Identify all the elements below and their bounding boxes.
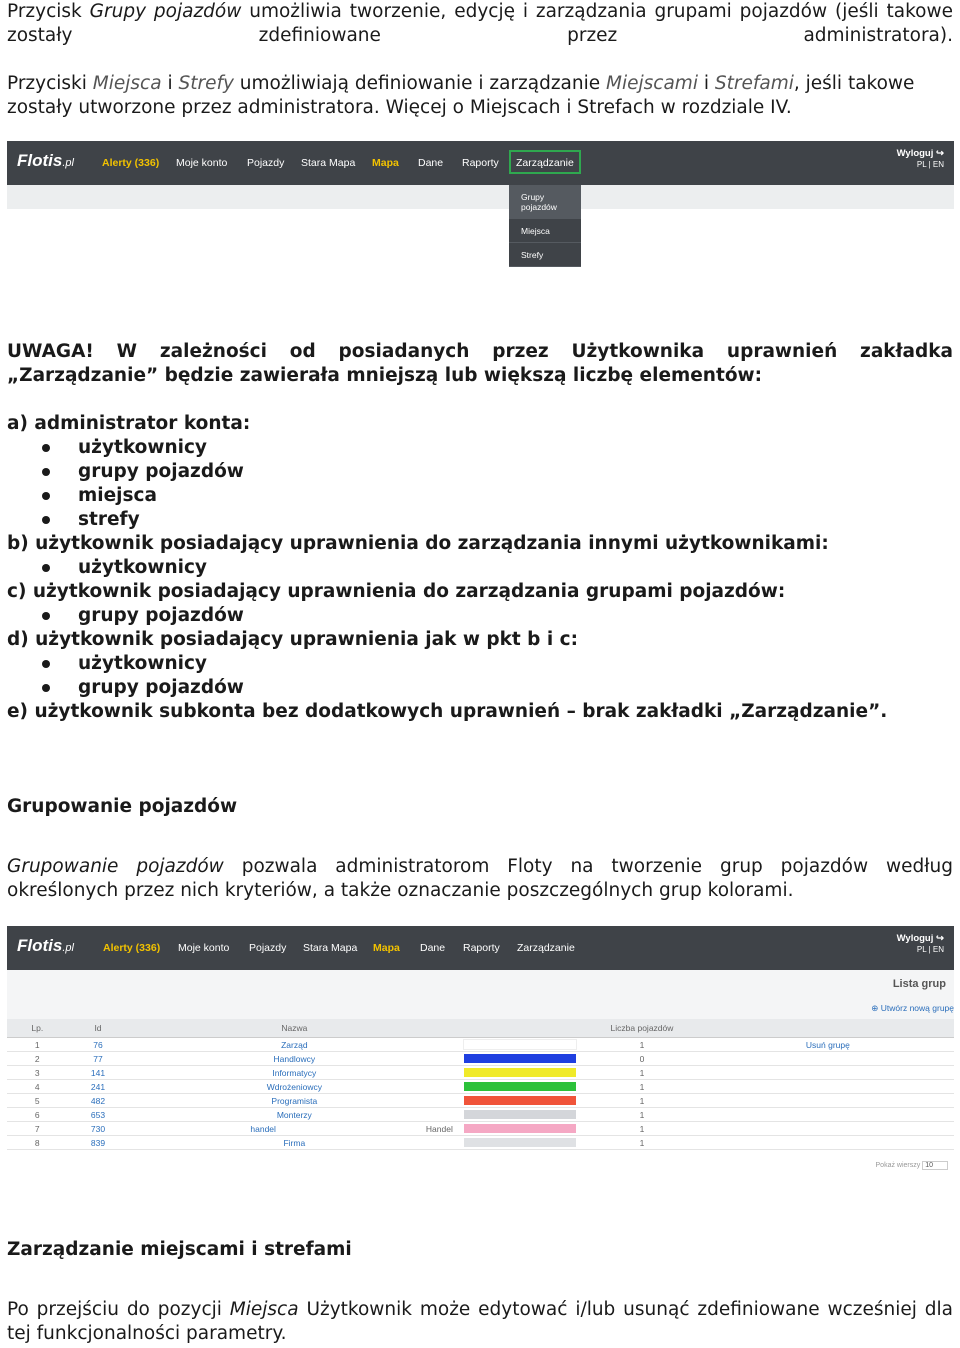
column-header: Id: [68, 1019, 129, 1038]
row-lp: 5: [7, 1094, 68, 1108]
list-c-heading: c) użytkownik posiadający uprawnienia do zarządzania grupami pojazdów:: [7, 581, 786, 602]
nav-old-map[interactable]: Stara Mapa: [303, 942, 358, 954]
menu-screenshot: [7, 141, 954, 291]
row-lp: 8: [7, 1136, 68, 1150]
groups-table: [7, 1019, 954, 1150]
row-name: Wdrożeniowcy: [128, 1080, 460, 1094]
row-name-extra: Handel: [425, 1123, 453, 1134]
color-swatch: [464, 1082, 576, 1091]
bullet: [42, 492, 50, 500]
list-title: Lista grup: [892, 978, 946, 990]
groups-screenshot: [7, 926, 954, 1176]
row-count: 1: [582, 1136, 702, 1150]
column-header: Liczba pojazdów: [582, 1019, 702, 1038]
navbar: [7, 141, 954, 185]
row-id: 839: [68, 1136, 129, 1150]
grouping-text: Grupowanie pojazdów pozwala administratorom Floty na tworzenie grup pojazdów według określonych przez nich kryteriów, a także oznaczanie poszczególnych grup kolorami.: [7, 856, 954, 901]
nav-reports[interactable]: Raporty: [462, 157, 499, 169]
table-row[interactable]: [7, 1038, 954, 1052]
intro-text: umożliwia tworzenie, edycję i zarządzania grupami pojazdów (jeśli takowe zostały zdefiniowane przez administratora).: [7, 1, 954, 46]
list-item: strefy: [78, 509, 140, 530]
list-item: grupy pojazdów: [78, 677, 244, 698]
nav-reports[interactable]: Raporty: [463, 942, 500, 954]
management-dropdown: [509, 185, 581, 267]
row-name: Handlowcy: [128, 1052, 460, 1066]
row-lp: 7: [7, 1122, 68, 1136]
nav-map[interactable]: Mapa: [372, 157, 399, 169]
row-count: 1: [582, 1122, 702, 1136]
intro-line-1: Przycisk Grupy pojazdów umożliwia tworzenie, edycję i zarządzania grupami pojazdów (jeśli takowe zostały zdefiniowane przez administratora).: [7, 1, 954, 46]
row-id: 76: [68, 1038, 129, 1052]
row-count: 1: [582, 1066, 702, 1080]
color-swatch: [464, 1068, 576, 1077]
bullet: [42, 660, 50, 668]
table-row[interactable]: [7, 1066, 954, 1080]
row-count: 1: [582, 1038, 702, 1052]
row-id: 241: [68, 1080, 129, 1094]
nav-old-map[interactable]: Stara Mapa: [301, 157, 356, 169]
row-id: 482: [68, 1094, 129, 1108]
bullet: [42, 516, 50, 524]
list-item: użytkownicy: [78, 437, 207, 458]
bullet: [42, 564, 50, 572]
language-switch: PL | EN: [916, 945, 944, 954]
row-lp: 3: [7, 1066, 68, 1080]
nav-vehicles[interactable]: Pojazdy: [249, 942, 287, 954]
color-swatch: [464, 1040, 576, 1049]
list-item: grupy pojazdów: [78, 605, 244, 626]
nav-data[interactable]: Dane: [420, 942, 446, 954]
list-item: użytkownicy: [78, 557, 207, 578]
nav-map[interactable]: Mapa: [373, 942, 400, 954]
warning-line-2: „Zarządzanie” będzie zawierała mniejszą lub większą liczbę elementów:: [7, 365, 763, 386]
bullet: [42, 444, 50, 452]
color-column: [564, 1019, 684, 1147]
places-text: Po przejściu do pozycji Miejsca Użytkownik może edytować i/lub usunąć zdefiniowane wcześniej dla tej funkcjonalności parametry.: [7, 1299, 953, 1344]
row-id: 730: [68, 1122, 129, 1136]
color-swatch: [464, 1110, 576, 1119]
pagination: Pokaż wierszy 10: [876, 1162, 948, 1169]
row-id: 141: [68, 1066, 129, 1080]
color-swatch: [464, 1138, 576, 1147]
row-name-label: handel: [250, 1123, 276, 1134]
list-item: użytkownicy: [78, 653, 207, 674]
bullet: [42, 612, 50, 620]
list-item: miejsca: [78, 485, 157, 506]
create-group-button[interactable]: ⊕ Utwórz nową grupę: [871, 1003, 954, 1013]
list-item: grupy pojazdów: [78, 461, 244, 482]
dropdown-item-places[interactable]: Miejsca: [509, 219, 581, 243]
color-swatch: [464, 1054, 576, 1063]
row-count: 0: [582, 1052, 702, 1066]
row-name: Programista: [128, 1094, 460, 1108]
flotis-logo: Flotis.pl: [17, 151, 74, 170]
table-row[interactable]: [7, 1080, 954, 1094]
nav-alerts[interactable]: Alerty (336): [103, 942, 161, 954]
language-switch: PL | EN: [916, 160, 944, 169]
row-name: Firma: [128, 1136, 460, 1150]
nav-management[interactable]: Zarządzanie: [517, 942, 575, 954]
row-count: 1: [582, 1080, 702, 1094]
bullet: [42, 468, 50, 476]
row-name: [128, 1122, 460, 1136]
row-lp: 6: [7, 1108, 68, 1122]
list-a-heading: a) administrator konta:: [7, 413, 251, 434]
nav-alerts[interactable]: Alerty (336): [102, 157, 160, 169]
nav-management[interactable]: Zarządzanie: [509, 150, 581, 174]
list-b-heading: b) użytkownik posiadający uprawnienia do zarządzania innymi użytkownikami:: [7, 533, 829, 554]
table-row[interactable]: [7, 1108, 954, 1122]
nav-vehicles[interactable]: Pojazdy: [247, 157, 285, 169]
column-header: [702, 1019, 954, 1038]
nav-data[interactable]: Dane: [418, 157, 444, 169]
color-swatch: [464, 1124, 576, 1133]
flotis-logo: Flotis.pl: [17, 936, 74, 955]
grouping-heading: Grupowanie pojazdów: [7, 796, 238, 817]
places-heading: Zarządzanie miejscami i strefami: [7, 1239, 352, 1260]
dropdown-item-zones[interactable]: Strefy: [509, 243, 581, 267]
color-swatch: [464, 1096, 576, 1105]
intro-paragraph-2: Przyciski Miejsca i Strefy umożliwiają definiowanie i zarządzanie Miejscami i Strefami, jeśli takowe zostały utworzone przez administratora. Więcej o Miejscach i Strefach w rozdziale IV.: [7, 73, 915, 118]
row-count: 1: [582, 1108, 702, 1122]
list-header-band: [7, 970, 954, 1019]
table-row[interactable]: [7, 1136, 954, 1150]
row-name: Informatycy: [128, 1066, 460, 1080]
list-e-heading: e) użytkownik subkonta bez dodatkowych uprawnień – brak zakładki „Zarządzanie”.: [7, 701, 888, 722]
row-lp: 2: [7, 1052, 68, 1066]
list-d-heading: d) użytkownik posiadający uprawnienia jak w pkt b i c:: [7, 629, 579, 650]
row-name: Monterzy: [128, 1108, 460, 1122]
nav-my-account[interactable]: Moje konto: [176, 157, 228, 169]
delete-group-button[interactable]: Usuń grupę: [805, 1039, 850, 1050]
logout-button[interactable]: Wyloguj ↪ PL | EN: [896, 148, 944, 169]
row-id: 77: [68, 1052, 129, 1066]
column-header: Nazwa: [128, 1019, 460, 1038]
row-count: 1: [582, 1094, 702, 1108]
dropdown-item-vehicle-groups[interactable]: Grupy pojazdów: [509, 185, 581, 219]
row-lp: 1: [7, 1038, 68, 1052]
table-row[interactable]: [7, 1052, 954, 1066]
row-id: 653: [68, 1108, 129, 1122]
nav-my-account[interactable]: Moje konto: [178, 942, 230, 954]
per-page-select[interactable]: 10: [922, 1161, 948, 1170]
bullet: [42, 684, 50, 692]
warning-line-1: UWAGA! W zależności od posiadanych przez Użytkownika uprawnień zakładka: [7, 341, 953, 362]
sub-band: [7, 185, 954, 209]
table-row[interactable]: [7, 1122, 954, 1136]
row-lp: 4: [7, 1080, 68, 1094]
row-name: Zarząd: [128, 1038, 460, 1052]
navbar: [7, 926, 954, 970]
table-row[interactable]: [7, 1094, 954, 1108]
column-header: Lp.: [7, 1019, 68, 1038]
logout-button[interactable]: Wyloguj ↪ PL | EN: [896, 933, 944, 954]
